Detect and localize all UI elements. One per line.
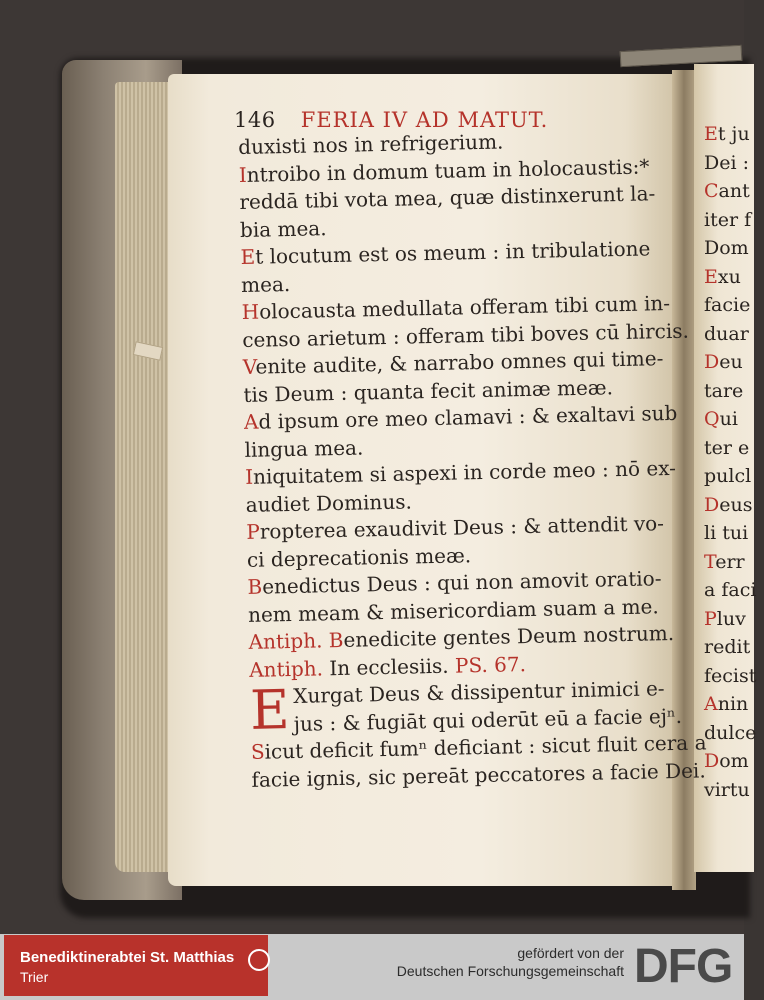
text-segment: enedicite gentes Deum nostrum.	[343, 620, 675, 652]
text-line	[704, 548, 764, 577]
initial-letter: E	[249, 678, 291, 742]
text-segment: olocausta medullata offeram tibi cum in-	[258, 290, 671, 324]
text-line: jus : & fugiāt qui oderūt eū a facie ejⁿ.	[293, 703, 683, 736]
text-line: Xurgat Deus & dissipentur inimici e-	[292, 676, 665, 708]
rubric-text: Antiph.	[248, 628, 330, 654]
text-segment: bia mea.	[239, 215, 327, 242]
institution-banner[interactable]	[4, 935, 268, 996]
text-line	[704, 491, 764, 520]
text-segment: niquitatem si aspexi in corde meo : nō ex-	[252, 455, 677, 489]
rubric-text: B	[328, 627, 344, 653]
text-segment: censo arietum : offeram tibi boves cū hircis.	[242, 318, 690, 352]
text-line	[704, 234, 764, 263]
psalm-opening	[249, 675, 691, 742]
text-segment: xu	[717, 265, 741, 288]
text-segment: nin	[717, 693, 749, 715]
text-segment: enite audite, & narrabo omnes qui time-	[255, 346, 664, 379]
rubric-text: B	[247, 574, 263, 599]
text-segment: audiet Dominus.	[245, 488, 413, 517]
text-line	[704, 206, 764, 235]
text-line	[704, 519, 764, 548]
text-segment: eus	[719, 493, 753, 516]
sponsor-text	[397, 944, 624, 980]
text-segment: Dom	[704, 237, 749, 259]
text-segment: nem meam & misericordiam suam a me.	[247, 593, 659, 627]
rubric-text: D	[704, 493, 720, 516]
sponsor-line-2: Deutschen Forschungsgemeinschaft	[396, 963, 624, 979]
left-page-text	[238, 125, 707, 794]
text-line	[704, 690, 764, 719]
text-segment: reddā tibi vota mea, quæ distinxerunt la-	[239, 181, 656, 214]
institution-name: Benediktinerabtei St. Matthias	[20, 949, 235, 966]
text-segment: luv	[716, 607, 746, 630]
institution-city: Trier	[20, 969, 49, 985]
dfg-logo[interactable]: DFG	[634, 940, 733, 993]
text-line	[704, 377, 764, 406]
text-segment: t locutum est os meum : in tribulatione	[254, 236, 651, 269]
rubric-text: H	[241, 299, 260, 324]
text-line	[704, 662, 764, 691]
text-line	[704, 633, 764, 662]
text-segment: om	[719, 750, 749, 772]
text-segment: ntroibo in domum tuam in holocaustis:*	[246, 153, 650, 187]
text-line	[704, 434, 764, 463]
rubric-text: T	[704, 550, 716, 573]
rubric-text: S	[250, 739, 265, 764]
rubric-text: A	[243, 409, 259, 434]
text-segment: facie	[704, 294, 751, 316]
rubric-text: P	[246, 519, 261, 544]
text-segment: lingua mea.	[244, 434, 364, 462]
text-line	[704, 149, 764, 178]
text-segment: iter f	[704, 208, 752, 231]
text-segment: ci deprecationis meæ.	[246, 542, 472, 572]
text-line	[704, 462, 764, 491]
rubric-text: P	[704, 607, 717, 630]
text-segment: icut deficit fumⁿ deficiant : sicut fluit cera a	[264, 730, 707, 764]
rubric-text: Q	[704, 408, 720, 430]
text-line	[704, 177, 764, 206]
rubric-text: E	[240, 244, 256, 269]
text-line	[704, 120, 764, 149]
text-line	[704, 405, 764, 434]
text-segment: li tui	[704, 522, 749, 544]
text-segment: redit	[704, 636, 751, 658]
text-line	[704, 263, 764, 292]
text-segment: duar	[704, 322, 749, 345]
rubric-text: I	[238, 162, 248, 187]
rubric-text: A	[704, 693, 718, 715]
rubric-text: E	[704, 123, 718, 145]
page-number: 146	[234, 108, 276, 132]
text-segment: ter e	[704, 436, 750, 459]
rubric-text: PS. 67.	[454, 651, 527, 678]
rubric-text: V	[242, 354, 256, 379]
text-segment: duxisti nos in refrigerium.	[238, 129, 504, 159]
text-line	[704, 576, 764, 605]
text-segment: pulcl	[704, 465, 752, 487]
rubric-text: D	[704, 750, 720, 772]
rubric-text: Antiph.	[248, 655, 330, 682]
text-segment: ropterea exaudivit Deus : & attendit vo-	[259, 511, 665, 544]
text-segment: In ecclesiis.	[329, 653, 456, 680]
rubric-text: C	[704, 180, 719, 202]
text-segment: tis Deum : quanta fecit animæ meæ.	[243, 374, 614, 407]
text-segment: enedictus Deus : qui non amovit oratio-	[261, 566, 662, 599]
rubric-text: D	[704, 351, 720, 373]
text-line	[704, 747, 764, 776]
text-segment: eu	[719, 351, 743, 373]
text-segment: virtu	[704, 778, 750, 801]
rubric-text: E	[704, 265, 718, 288]
text-segment: a faci	[704, 579, 757, 601]
text-segment: fecist	[704, 664, 757, 687]
text-segment: ui	[719, 408, 738, 430]
text-line	[704, 348, 764, 377]
text-line	[704, 605, 764, 634]
running-title: FERIA IV AD MATUT.	[300, 108, 549, 132]
text-segment: dulce	[704, 721, 757, 744]
text-line	[704, 291, 764, 320]
text-segment: facie ignis, sic pereāt peccatores a facie Dei.	[251, 757, 706, 792]
sponsor-line-1: gefördert von der	[517, 945, 624, 961]
text-segment: mea.	[240, 271, 291, 297]
text-segment: t ju	[717, 123, 750, 145]
text-segment: ant	[718, 180, 750, 202]
text-line	[704, 776, 764, 805]
text-segment: Dei :	[704, 151, 749, 174]
text-segment: d ipsum ore meo clamavi : & exaltavi sub	[258, 400, 678, 434]
text-segment: tare	[704, 379, 744, 402]
text-line	[704, 320, 764, 349]
text-segment: err	[715, 550, 745, 573]
rubric-text: I	[244, 464, 254, 489]
right-page-text	[704, 120, 764, 804]
text-line	[704, 719, 764, 748]
